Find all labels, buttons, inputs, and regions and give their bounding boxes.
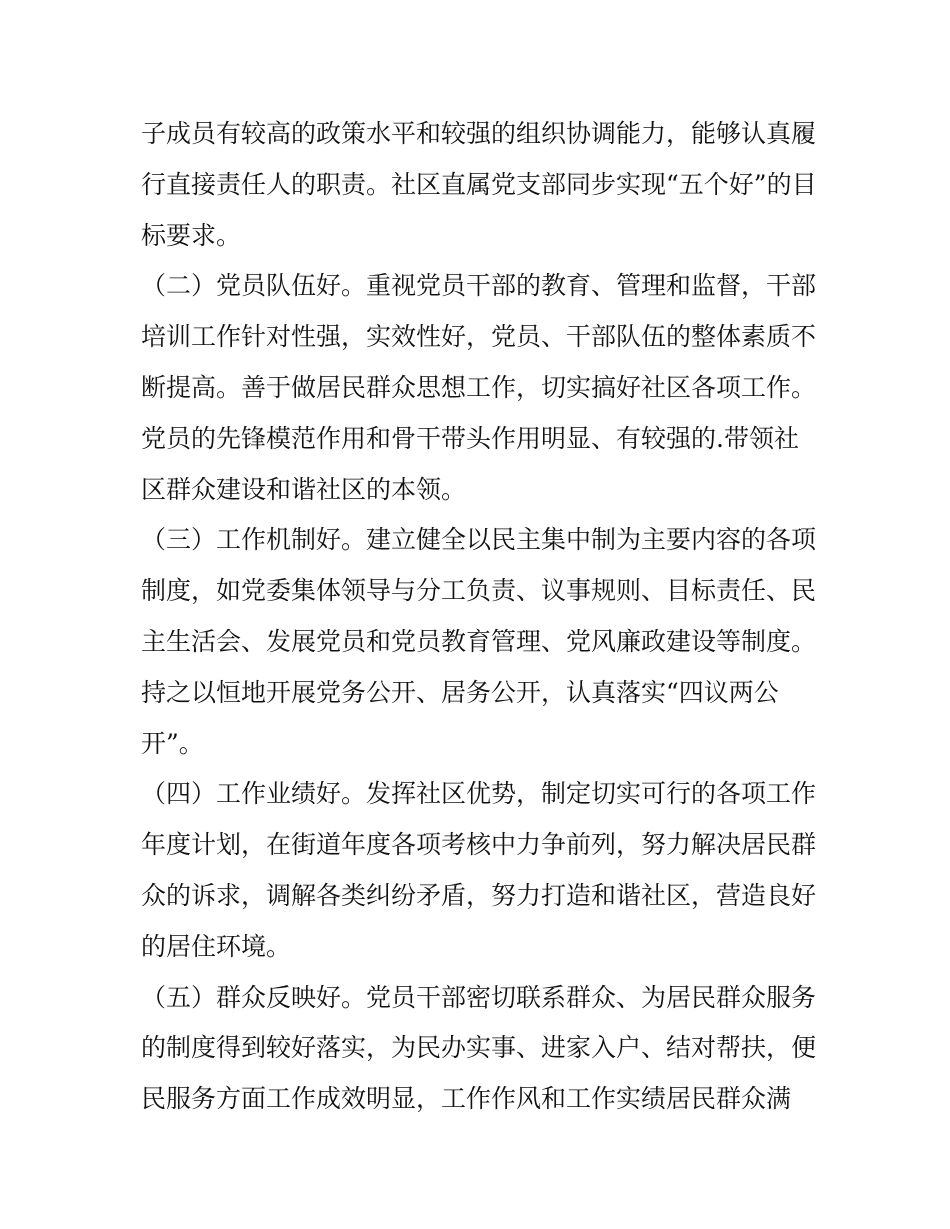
text-line: 开”。 (141, 728, 204, 758)
text-line: 众的诉求，调解各类纠纷矛盾，努力打造和谐社区，营造良好 (141, 880, 817, 910)
text-line: 断提高。善于做居民群众思想工作，切实搞好社区各项工作。 (141, 372, 817, 402)
text-line: 的居住环境。 (141, 931, 292, 961)
text-line: 的制度得到较好落实，为民办实事、进家入户、结对帮扶，便 (141, 1033, 817, 1063)
text-line: （二）党员队伍好。重视党员干部的教育、管理和监督，干部 (141, 271, 817, 301)
text-line: 标要求。 (141, 220, 242, 250)
text-line: 培训工作针对性强，实效性好，党员、干部队伍的整体素质不 (141, 322, 817, 352)
document-body (141, 109, 821, 1125)
text-line: （五）群众反映好。党员干部密切联系群众、为居民群众服务 (141, 982, 817, 1012)
text-line: 子成员有较高的政策水平和较强的组织协调能力，能够认真履 (141, 119, 817, 148)
text-line: 年度计划，在街道年度各项考核中力争前列，努力解决居民群 (141, 830, 817, 860)
text-line: （四）工作业绩好。发挥社区优势，制定切实可行的各项工作 (141, 779, 817, 809)
text-line: 区群众建设和谐社区的本领。 (141, 474, 467, 504)
text-line: 主生活会、发展党员和党员教育管理、党风廉政建设等制度。 (141, 626, 817, 656)
text-line: 制度，如党委集体领导与分工负责、议事规则、目标责任、民 (141, 576, 817, 606)
text-line: 党员的先锋模范作用和骨干带头作用明显、有较强的.带领社 (141, 423, 799, 453)
text-line: 行直接责任人的职责。社区直属党支部同步实现“五个好”的目 (141, 169, 817, 199)
text-line: 持之以恒地开展党务公开、居务公开，认真落实“四议两公 (141, 677, 779, 707)
text-line: 民服务方面工作成效明显，工作作风和工作实绩居民群众满 (141, 1084, 792, 1114)
text-line: （三）工作机制好。建立健全以民主集中制为主要内容的各项 (141, 525, 817, 555)
